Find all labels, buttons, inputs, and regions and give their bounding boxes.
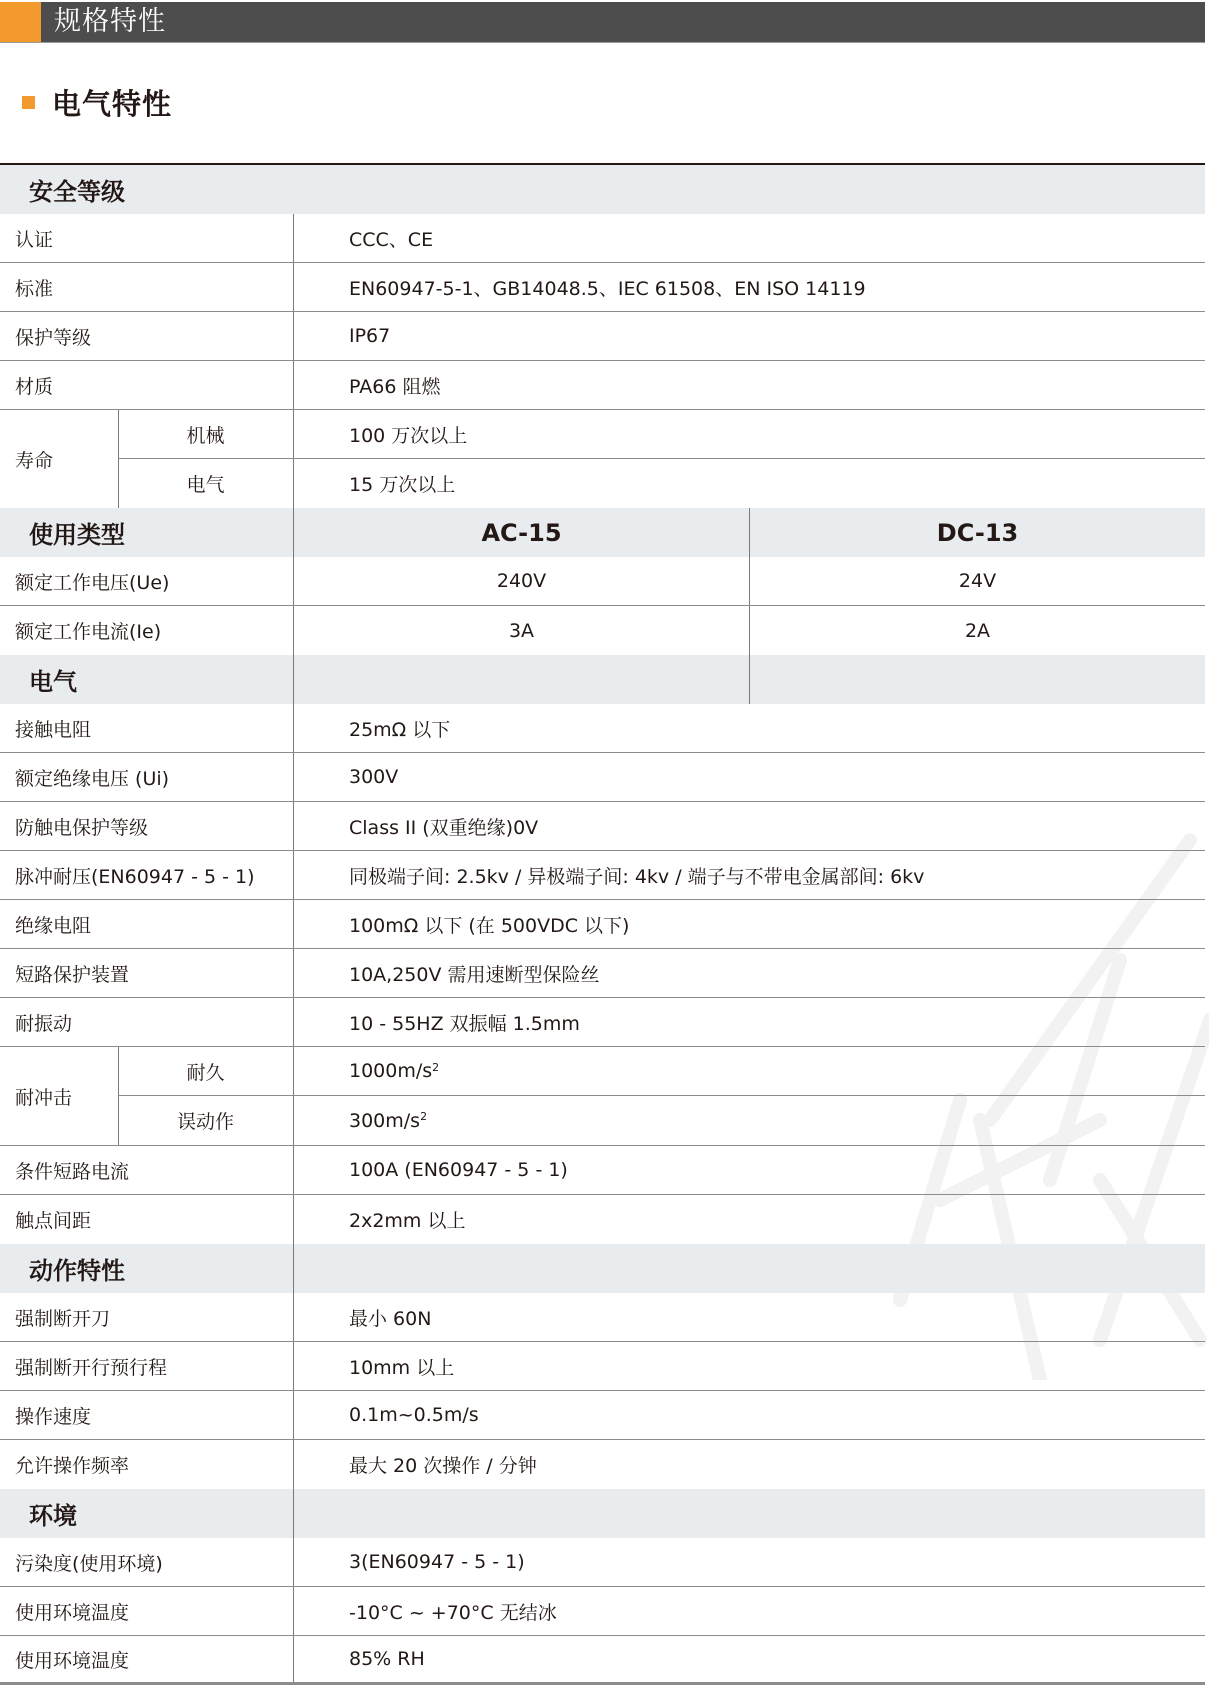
superscript: 2 xyxy=(432,1060,440,1074)
row-value: 2x2mm 以上 xyxy=(349,1210,466,1232)
row-value: PA66 阻燃 xyxy=(349,375,441,398)
table-row xyxy=(0,900,1205,949)
ac-value: 240V xyxy=(496,570,547,592)
group-title: 环境 xyxy=(29,1502,77,1530)
row-label: 标准 xyxy=(15,277,54,300)
row-value: 10mm 以上 xyxy=(349,1356,455,1379)
table-row xyxy=(0,557,1205,606)
table-subrow xyxy=(118,459,1205,508)
row-label: 脉冲耐压(EN60947 - 5 - 1) xyxy=(15,865,255,888)
header-accent-block xyxy=(0,2,41,42)
row-value: 10A,250V 需用速断型保险丝 xyxy=(349,963,600,986)
column-divider xyxy=(749,655,750,704)
column-divider xyxy=(293,1636,294,1682)
row-value: IP67 xyxy=(349,325,391,347)
row-value: 同极端子间: 2.5kv / 异极端子间: 4kv / 端子与不带电金属部间: 6kv xyxy=(349,865,925,888)
life-group xyxy=(0,410,1205,508)
table-row xyxy=(0,361,1205,410)
dc-value: 24V xyxy=(958,570,997,592)
sub-label: 误动作 xyxy=(176,1111,234,1133)
table-row xyxy=(0,263,1205,312)
column-divider xyxy=(293,900,294,948)
row-label: 额定绝缘电压 (Ui) xyxy=(15,767,170,790)
column-divider xyxy=(293,1440,294,1489)
row-value: 15 万次以上 xyxy=(349,474,456,496)
sub-label: 电气 xyxy=(186,474,225,496)
row-value: Class II (双重绝缘)0V xyxy=(349,816,539,839)
row-label: 使用环境温度 xyxy=(15,1601,130,1624)
group-header-action xyxy=(0,1244,1205,1293)
column-divider xyxy=(293,1244,294,1293)
row-label: 使用环境温度 xyxy=(15,1649,130,1672)
row-label: 保护等级 xyxy=(15,326,92,349)
row-value: 0.1m~0.5m/s xyxy=(349,1404,479,1426)
column-divider xyxy=(293,1195,294,1244)
row-label: 短路保护装置 xyxy=(15,963,130,986)
table-row xyxy=(0,1342,1205,1391)
sub-label: 机械 xyxy=(186,424,225,447)
value-text: 300m/s xyxy=(349,1109,421,1132)
group-label: 寿命 xyxy=(15,449,54,472)
table-row xyxy=(0,1587,1205,1636)
row-value: 最小 60N xyxy=(349,1307,432,1330)
row-value: 100 万次以上 xyxy=(349,424,468,447)
column-divider xyxy=(293,753,294,801)
column-divider xyxy=(293,704,294,752)
column-divider xyxy=(293,263,294,311)
row-label: 额定工作电流(Ie) xyxy=(15,621,162,643)
group-header-environment xyxy=(0,1489,1205,1538)
superscript: 2 xyxy=(420,1110,428,1123)
column-header-dc: DC-13 xyxy=(936,518,1019,547)
row-label: 认证 xyxy=(15,228,54,251)
table-row xyxy=(0,1538,1205,1587)
table-row xyxy=(0,1636,1205,1685)
table-row xyxy=(0,998,1205,1047)
section-title: 电气特性 xyxy=(52,86,173,121)
row-label: 绝缘电阻 xyxy=(15,914,92,937)
row-label: 强制断开行预行程 xyxy=(15,1356,168,1379)
row-value: 10 - 55HZ 双振幅 1.5mm xyxy=(349,1012,580,1035)
table-subrow xyxy=(118,1096,1205,1145)
ac-value: 3A xyxy=(508,619,535,642)
table-row xyxy=(0,802,1205,851)
row-label: 触点间距 xyxy=(15,1210,92,1232)
column-divider xyxy=(293,214,294,262)
row-value: 25mΩ 以下 xyxy=(349,718,451,741)
page-header-bar xyxy=(0,2,1205,43)
table-row xyxy=(0,1293,1205,1342)
column-divider xyxy=(293,312,294,360)
column-divider xyxy=(293,1489,294,1538)
row-label: 允许操作频率 xyxy=(15,1455,130,1477)
row-value: 85% RH xyxy=(349,1648,425,1670)
column-divider xyxy=(293,1538,294,1586)
page-title: 规格特性 xyxy=(54,6,166,37)
table-subrow xyxy=(118,1047,1205,1096)
row-label: 额定工作电压(Ue) xyxy=(15,571,170,594)
column-divider xyxy=(293,1391,294,1439)
group-title: 使用类型 xyxy=(29,521,125,549)
table-row xyxy=(0,1391,1205,1440)
sub-label: 耐久 xyxy=(186,1061,225,1084)
group-title: 动作特性 xyxy=(29,1257,125,1285)
row-label: 接触电阻 xyxy=(15,718,92,741)
value-text: 1000m/s xyxy=(349,1060,433,1082)
table-row xyxy=(0,606,1205,655)
row-label: 耐振动 xyxy=(15,1012,73,1035)
table-row xyxy=(0,1146,1205,1195)
group-header-electrical xyxy=(0,655,1205,704)
column-divider xyxy=(293,998,294,1046)
spec-table xyxy=(0,163,1205,1685)
column-divider xyxy=(293,1342,294,1390)
table-row xyxy=(0,312,1205,361)
table-row xyxy=(0,851,1205,900)
row-value: CCC、CE xyxy=(349,228,434,251)
table-row xyxy=(0,214,1205,263)
row-value xyxy=(349,1096,427,1145)
group-header-safety xyxy=(0,165,1205,214)
column-divider xyxy=(293,949,294,997)
shock-group xyxy=(0,1047,1205,1146)
table-row xyxy=(0,949,1205,998)
column-divider xyxy=(293,1146,294,1194)
table-row xyxy=(0,1195,1205,1244)
column-divider xyxy=(293,802,294,850)
row-value: 最大 20 次操作 / 分钟 xyxy=(349,1455,537,1477)
row-label: 条件短路电流 xyxy=(15,1160,130,1183)
table-row xyxy=(0,753,1205,802)
row-value: EN60947-5-1、GB14048.5、IEC 61508、EN ISO 14119 xyxy=(349,277,866,300)
column-divider xyxy=(293,361,294,409)
row-value: -10°C ~ +70°C 无结冰 xyxy=(349,1601,557,1624)
group-header-usage xyxy=(0,508,1205,557)
row-label: 防触电保护等级 xyxy=(15,816,149,839)
row-label: 强制断开刀 xyxy=(15,1307,111,1330)
row-value: 100mΩ 以下 (在 500VDC 以下) xyxy=(349,914,630,937)
column-header-ac: AC-15 xyxy=(481,518,562,547)
section-heading xyxy=(22,82,172,122)
row-value xyxy=(349,1047,439,1095)
group-title: 安全等级 xyxy=(29,178,125,206)
dc-value: 2A xyxy=(964,619,991,642)
group-title: 电气 xyxy=(29,668,77,696)
column-divider xyxy=(293,1587,294,1635)
column-divider xyxy=(293,655,294,704)
row-value: 3(EN60947 - 5 - 1) xyxy=(349,1551,525,1573)
table-row xyxy=(0,1440,1205,1489)
square-bullet-icon xyxy=(22,96,35,109)
row-label: 污染度(使用环境) xyxy=(15,1552,163,1575)
row-value: 300V xyxy=(349,766,399,788)
row-label: 操作速度 xyxy=(15,1405,92,1428)
column-divider xyxy=(293,1293,294,1341)
column-divider xyxy=(293,851,294,899)
table-row xyxy=(0,704,1205,753)
group-label: 耐冲击 xyxy=(15,1086,73,1109)
row-value: 100A (EN60947 - 5 - 1) xyxy=(349,1159,568,1181)
table-subrow xyxy=(118,410,1205,459)
row-label: 材质 xyxy=(15,375,54,398)
